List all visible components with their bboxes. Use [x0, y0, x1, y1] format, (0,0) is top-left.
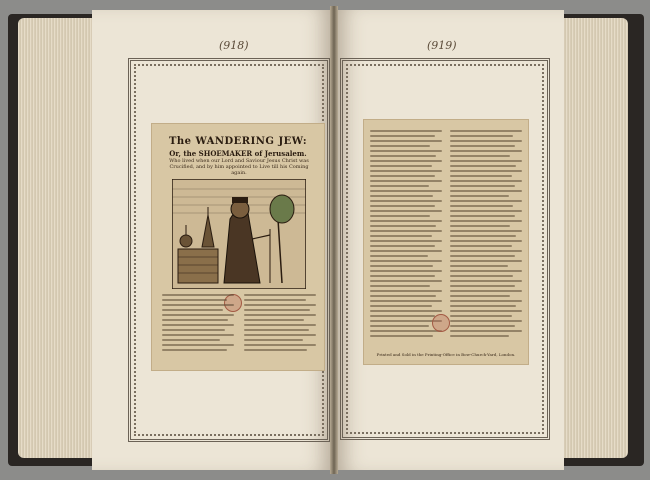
woodcut-illustration — [172, 179, 306, 289]
ballad-title: The WANDERING JEW: — [168, 136, 308, 147]
printer-imprint: Printed and Sold in the Printing-Office in Bow-Church-Yard, London. — [376, 352, 516, 357]
book-gutter — [330, 6, 338, 474]
verse-column-4 — [450, 130, 522, 340]
left-folio-number: (918) — [219, 39, 249, 52]
ballad-subtitle: Or, the SHOEMAKER of Jerusalem. — [169, 149, 307, 158]
verse-column-1 — [162, 294, 234, 354]
right-page-edges — [560, 18, 628, 458]
verse-column-3 — [370, 130, 442, 340]
right-folio-number: (919) — [427, 39, 457, 52]
ballad-summary: Who lived when our Lord and Saviour Jesus Christ was Crucified, and by him appointed to Live till his Coming again. — [169, 158, 309, 176]
right-broadside-sheet — [364, 120, 528, 364]
left-broadside-sheet — [152, 124, 324, 370]
library-stamp — [432, 314, 450, 332]
verse-column-2 — [244, 294, 316, 354]
left-page-edges — [18, 18, 96, 458]
